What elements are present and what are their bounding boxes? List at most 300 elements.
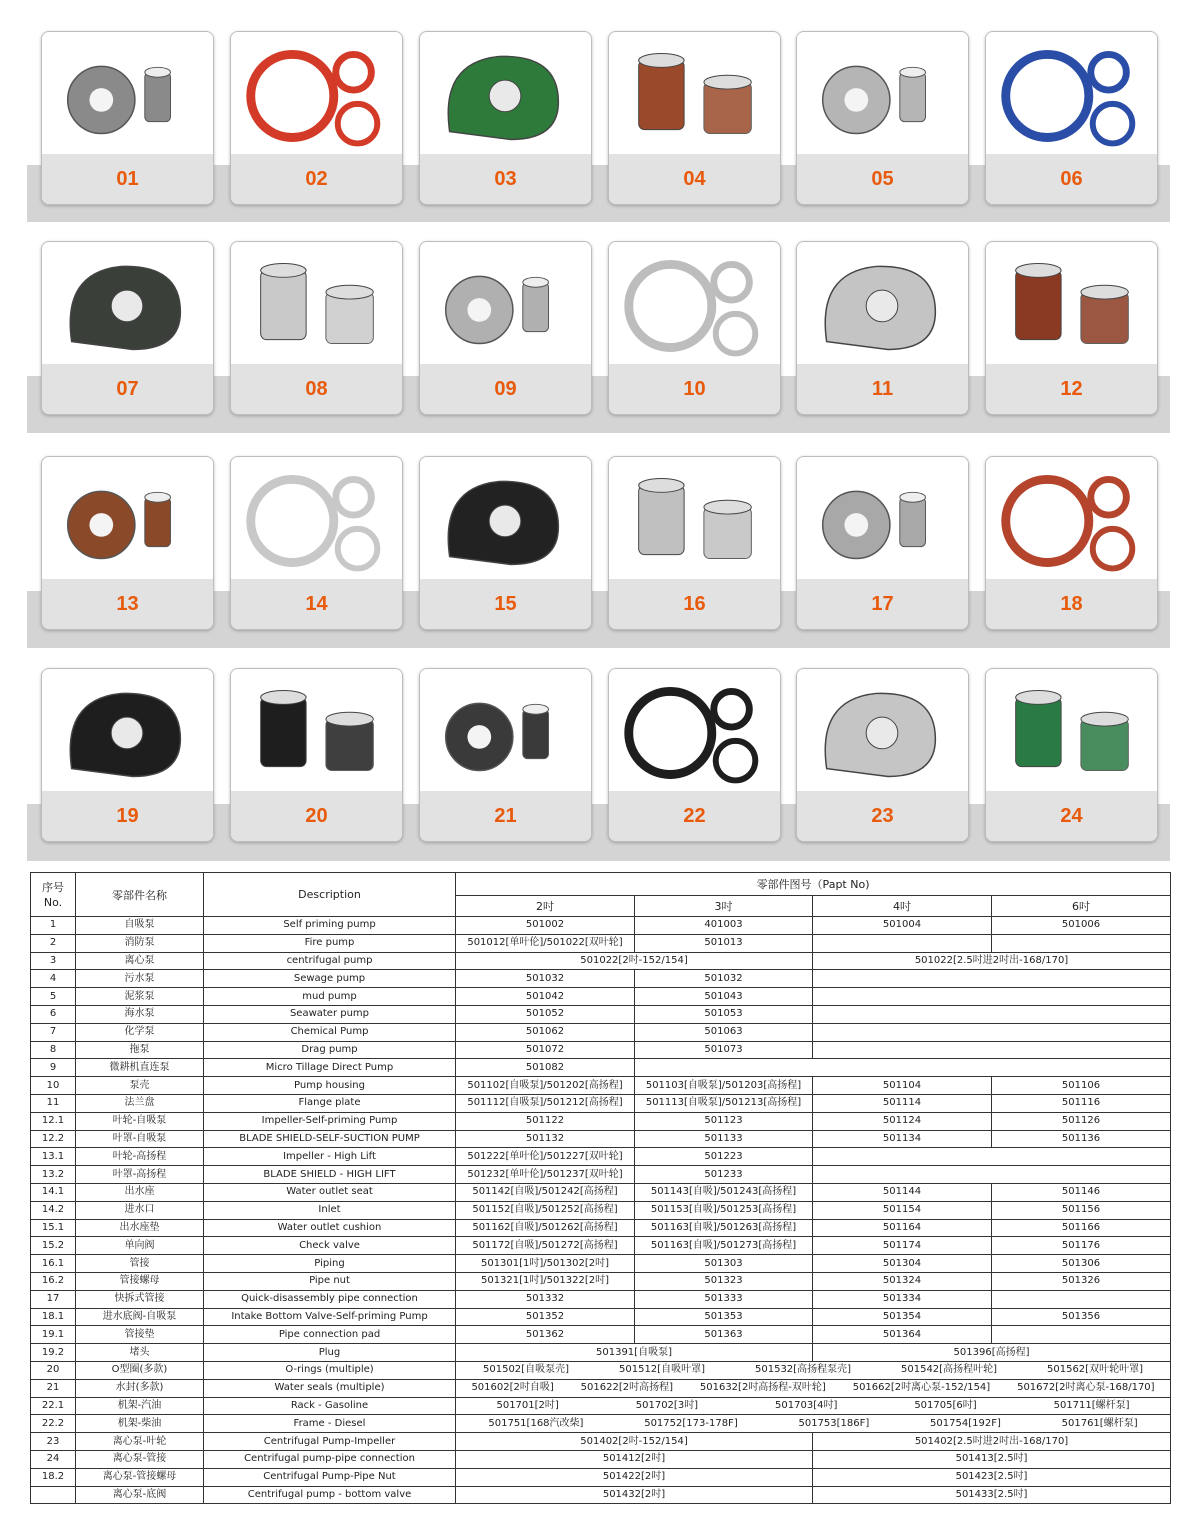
row-number: 10 — [31, 1077, 76, 1095]
part-number-item: 501705[6吋] — [914, 1399, 977, 1411]
part-number-cell: 501423[2.5吋] — [813, 1468, 1171, 1486]
product-photo — [420, 457, 591, 581]
product-number: 06 — [986, 154, 1157, 204]
part-number-cell: 501022[2.5吋进2吋出-168/170] — [813, 952, 1171, 970]
part-name: 出水座垫 — [76, 1219, 204, 1237]
part-description: Pump housing — [204, 1077, 456, 1095]
product-card — [41, 456, 214, 630]
table-row — [31, 1433, 1171, 1451]
part-description: BLADE SHIELD - HIGH LIFT — [204, 1166, 456, 1184]
part-description: Seawater pump — [204, 1005, 456, 1023]
row-number: 8 — [31, 1041, 76, 1059]
product-number: 08 — [231, 364, 402, 414]
part-name: 进水口 — [76, 1201, 204, 1219]
part-illustration — [986, 242, 1157, 366]
table-row — [31, 1041, 1171, 1059]
part-description: Piping — [204, 1255, 456, 1273]
part-description: Centrifugal Pump-Impeller — [204, 1433, 456, 1451]
part-number-cell: 501004 — [813, 917, 992, 935]
table-row — [31, 1148, 1171, 1166]
empty-cell — [813, 1041, 1171, 1059]
part-illustration — [986, 669, 1157, 793]
part-number-cell: 501326 — [992, 1272, 1171, 1290]
part-number-cell: 501156 — [992, 1201, 1171, 1219]
product-number: 14 — [231, 579, 402, 629]
part-illustration — [42, 32, 213, 156]
table-row — [31, 1005, 1171, 1023]
product-card — [41, 241, 214, 415]
product-number: 16 — [609, 579, 780, 629]
part-number-cell: 501321[1吋]/501322[2吋] — [456, 1272, 635, 1290]
product-number: 15 — [420, 579, 591, 629]
row-number: 16.2 — [31, 1272, 76, 1290]
part-illustration — [231, 242, 402, 366]
part-name: O型圈(多款) — [76, 1361, 204, 1379]
part-description: mud pump — [204, 988, 456, 1006]
part-number-list — [458, 1362, 1168, 1378]
row-number — [31, 1486, 76, 1504]
part-number-cell: 501072 — [456, 1041, 635, 1059]
product-photo — [797, 32, 968, 156]
part-number-cell: 501412[2吋] — [456, 1450, 813, 1468]
product-photo — [986, 32, 1157, 156]
part-number-item: 501632[2吋高扬程-双叶轮] — [699, 1382, 826, 1394]
table-row — [31, 917, 1171, 935]
product-number: 23 — [797, 791, 968, 841]
product-photo — [609, 457, 780, 581]
part-number-cell: 501063 — [635, 1023, 813, 1041]
part-number-cell: 501032 — [456, 970, 635, 988]
part-number-item: 501602[2吋自吸] — [471, 1382, 554, 1394]
part-description: centrifugal pump — [204, 952, 456, 970]
part-illustration — [609, 242, 780, 366]
part-number-cell: 501362 — [456, 1326, 635, 1344]
part-number-cell: 501043 — [635, 988, 813, 1006]
part-number-item: 501542[高扬程叶轮] — [901, 1364, 997, 1376]
product-photo — [42, 242, 213, 366]
part-illustration — [42, 242, 213, 366]
part-number-cell: 501132 — [456, 1130, 635, 1148]
part-name: 管接 — [76, 1255, 204, 1273]
part-number-cell: 501122 — [456, 1112, 635, 1130]
row-number: 24 — [31, 1450, 76, 1468]
part-number-item: 501703[4吋] — [775, 1399, 838, 1411]
table-row — [31, 1344, 1171, 1362]
part-number-cell: 501152[自吸]/501252[高扬程] — [456, 1201, 635, 1219]
part-illustration — [986, 32, 1157, 156]
part-name: 微耕机直连泵 — [76, 1059, 204, 1077]
table-row — [31, 1415, 1171, 1433]
part-number-cell: 501356 — [992, 1308, 1171, 1326]
row-number: 20 — [31, 1361, 76, 1379]
part-number-cell: 501104 — [813, 1077, 992, 1095]
part-description: Self priming pump — [204, 917, 456, 935]
empty-cell — [813, 1023, 1171, 1041]
table-row — [31, 1272, 1171, 1290]
part-description: Drag pump — [204, 1041, 456, 1059]
product-number: 10 — [609, 364, 780, 414]
empty-cell — [813, 1166, 1171, 1184]
part-name: 污水泵 — [76, 970, 204, 988]
row-number: 13.2 — [31, 1166, 76, 1184]
table-row — [31, 1468, 1171, 1486]
product-photo — [797, 242, 968, 366]
part-number-cell: 501154 — [813, 1201, 992, 1219]
product-number: 07 — [42, 364, 213, 414]
product-photo — [797, 669, 968, 793]
part-number-item: 501562[双叶轮叶罩] — [1047, 1364, 1143, 1376]
part-number-cell: 401003 — [635, 917, 813, 935]
part-name: 离心泵-管接螺母 — [76, 1468, 204, 1486]
row-number: 22.1 — [31, 1397, 76, 1415]
table-row — [31, 1361, 1171, 1379]
row-number: 19.1 — [31, 1326, 76, 1344]
part-number-cell: 501352 — [456, 1308, 635, 1326]
table-row — [31, 1112, 1171, 1130]
part-number-cell: 501304 — [813, 1255, 992, 1273]
part-name: 离心泵-叶轮 — [76, 1433, 204, 1451]
part-name: 叶罩-自吸泵 — [76, 1130, 204, 1148]
product-photo — [231, 242, 402, 366]
product-photo — [42, 669, 213, 793]
product-number: 11 — [797, 364, 968, 414]
part-name: 离心泵 — [76, 952, 204, 970]
header-size-3in: 3吋 — [635, 896, 813, 917]
row-number: 9 — [31, 1059, 76, 1077]
row-number: 16.1 — [31, 1255, 76, 1273]
part-illustration — [420, 457, 591, 581]
part-number-cell: 501013 — [635, 934, 813, 952]
part-illustration — [797, 32, 968, 156]
part-illustration — [231, 669, 402, 793]
product-card — [985, 241, 1158, 415]
product-number: 22 — [609, 791, 780, 841]
part-illustration — [797, 242, 968, 366]
part-number-cell: 501301[1吋]/501302[2吋] — [456, 1255, 635, 1273]
part-number-cell: 501073 — [635, 1041, 813, 1059]
part-description: Frame - Diesel — [204, 1415, 456, 1433]
part-number-cell: 501422[2吋] — [456, 1468, 813, 1486]
part-number-cell: 501022[2吋-152/154] — [456, 952, 813, 970]
row-number: 15.2 — [31, 1237, 76, 1255]
part-number-cell: 501053 — [635, 1005, 813, 1023]
product-card — [230, 31, 403, 205]
product-card — [985, 456, 1158, 630]
header-size-2in: 2吋 — [456, 896, 635, 917]
product-card — [796, 31, 969, 205]
part-number-list — [458, 1416, 1168, 1432]
part-name: 离心泵-底阀 — [76, 1486, 204, 1504]
part-number-item: 501751[168汽改柴] — [488, 1417, 584, 1429]
product-card — [608, 31, 781, 205]
part-description: O-rings (multiple) — [204, 1361, 456, 1379]
row-number: 12.2 — [31, 1130, 76, 1148]
part-description: Chemical Pump — [204, 1023, 456, 1041]
table-row — [31, 970, 1171, 988]
product-photo — [420, 669, 591, 793]
row-number: 17 — [31, 1290, 76, 1308]
part-number-cell: 501353 — [635, 1308, 813, 1326]
product-number: 01 — [42, 154, 213, 204]
part-number-item: 501512[自吸叶罩] — [619, 1364, 705, 1376]
part-number-cell: 501164 — [813, 1219, 992, 1237]
product-number: 24 — [986, 791, 1157, 841]
part-name: 进水底阀-自吸泵 — [76, 1308, 204, 1326]
part-number-cell: 501172[自吸]/501272[高扬程] — [456, 1237, 635, 1255]
product-photo — [231, 669, 402, 793]
part-number-list — [458, 1380, 1168, 1396]
part-description: Impeller-Self-priming Pump — [204, 1112, 456, 1130]
part-number-item: 501753[186F] — [798, 1417, 870, 1429]
part-description: BLADE SHIELD-SELF-SUCTION PUMP — [204, 1130, 456, 1148]
product-card — [230, 241, 403, 415]
table-row — [31, 1130, 1171, 1148]
table-row — [31, 934, 1171, 952]
table-row — [31, 1379, 1171, 1397]
product-photo — [231, 32, 402, 156]
part-number-cell: 501166 — [992, 1219, 1171, 1237]
part-number-item: 501622[2吋高扬程] — [580, 1382, 673, 1394]
row-number: 18.1 — [31, 1308, 76, 1326]
product-card — [608, 456, 781, 630]
table-row — [31, 1094, 1171, 1112]
part-illustration — [231, 457, 402, 581]
part-number-list — [458, 1398, 1168, 1414]
part-description: Intake Bottom Valve-Self-priming Pump — [204, 1308, 456, 1326]
part-name: 叶轮-高扬程 — [76, 1148, 204, 1166]
part-name: 水封(多款) — [76, 1379, 204, 1397]
part-number-cell: 501002 — [456, 917, 635, 935]
part-number-cell: 501106 — [992, 1077, 1171, 1095]
part-number-cell: 501052 — [456, 1005, 635, 1023]
product-number: 21 — [420, 791, 591, 841]
part-number-cell: 501163[自吸]/501273[高扬程] — [635, 1237, 813, 1255]
part-number-cell: 501146 — [992, 1183, 1171, 1201]
part-number-cell: 501324 — [813, 1272, 992, 1290]
table-row — [31, 1237, 1171, 1255]
part-number-cell: 501174 — [813, 1237, 992, 1255]
part-name: 离心泵-管接 — [76, 1450, 204, 1468]
part-name: 机架-汽油 — [76, 1397, 204, 1415]
product-card — [419, 31, 592, 205]
part-number-cell: 501133 — [635, 1130, 813, 1148]
part-illustration — [231, 32, 402, 156]
product-number: 18 — [986, 579, 1157, 629]
part-illustration — [797, 457, 968, 581]
table-row — [31, 1183, 1171, 1201]
product-photo — [42, 457, 213, 581]
part-number-cell: 501354 — [813, 1308, 992, 1326]
header-description: Description — [204, 873, 456, 917]
table-row — [31, 1450, 1171, 1468]
product-number: 05 — [797, 154, 968, 204]
part-description: Fire pump — [204, 934, 456, 952]
product-card — [985, 31, 1158, 205]
part-number-cell: 501012[单叶伦]/501022[双叶轮] — [456, 934, 635, 952]
table-row — [31, 1023, 1171, 1041]
part-number-cell: 501136 — [992, 1130, 1171, 1148]
row-number: 3 — [31, 952, 76, 970]
row-number: 12.1 — [31, 1112, 76, 1130]
part-number-cell — [992, 934, 1171, 952]
product-number: 03 — [420, 154, 591, 204]
product-photo — [609, 669, 780, 793]
table-row — [31, 1290, 1171, 1308]
part-number-item: 501672[2吋离心泵-168/170] — [1017, 1382, 1155, 1394]
product-photo — [797, 457, 968, 581]
product-number: 17 — [797, 579, 968, 629]
part-name: 叶罩-高扬程 — [76, 1166, 204, 1184]
part-description: Quick-disassembly pipe connection — [204, 1290, 456, 1308]
part-name: 单向阀 — [76, 1237, 204, 1255]
part-number-cell: 501062 — [456, 1023, 635, 1041]
part-name: 叶轮-自吸泵 — [76, 1112, 204, 1130]
table-row — [31, 1201, 1171, 1219]
product-photo — [42, 32, 213, 156]
part-number-cell: 501162[自吸]/501262[高扬程] — [456, 1219, 635, 1237]
part-number-cell: 501332 — [456, 1290, 635, 1308]
part-illustration — [609, 669, 780, 793]
part-number-cell: 501134 — [813, 1130, 992, 1148]
product-card — [608, 241, 781, 415]
part-name: 快拆式管接 — [76, 1290, 204, 1308]
part-number-cell: 501142[自吸]/501242[高扬程] — [456, 1183, 635, 1201]
row-number: 23 — [31, 1433, 76, 1451]
product-card — [41, 31, 214, 205]
part-description: Centrifugal pump-pipe connection — [204, 1450, 456, 1468]
table-row — [31, 1255, 1171, 1273]
part-number-group — [456, 1361, 1171, 1379]
part-number-cell: 501103[自吸泵]/501203[高扬程] — [635, 1077, 813, 1095]
empty-cell — [813, 1005, 1171, 1023]
part-number-cell: 501233 — [635, 1166, 813, 1184]
row-number: 11 — [31, 1094, 76, 1112]
row-number: 5 — [31, 988, 76, 1006]
table-row — [31, 1326, 1171, 1344]
product-photo — [986, 669, 1157, 793]
row-number: 2 — [31, 934, 76, 952]
product-photo — [986, 457, 1157, 581]
product-card — [230, 456, 403, 630]
row-number: 4 — [31, 970, 76, 988]
product-card — [796, 668, 969, 842]
part-description: Check valve — [204, 1237, 456, 1255]
part-description: Centrifugal Pump-Pipe Nut — [204, 1468, 456, 1486]
table-row — [31, 1308, 1171, 1326]
table-row — [31, 1166, 1171, 1184]
product-number: 02 — [231, 154, 402, 204]
part-description: Pipe connection pad — [204, 1326, 456, 1344]
product-number: 19 — [42, 791, 213, 841]
part-number-cell: 501123 — [635, 1112, 813, 1130]
part-name: 管接垫 — [76, 1326, 204, 1344]
part-number-cell: 501413[2.5吋] — [813, 1450, 1171, 1468]
row-number: 21 — [31, 1379, 76, 1397]
empty-cell — [635, 1059, 1171, 1077]
product-photo — [420, 32, 591, 156]
header-size-6in: 6吋 — [992, 896, 1171, 917]
part-number-cell: 501114 — [813, 1094, 992, 1112]
part-number-cell: 501334 — [813, 1290, 992, 1308]
product-photo — [986, 242, 1157, 366]
part-number-cell — [992, 1290, 1171, 1308]
row-number: 19.2 — [31, 1344, 76, 1362]
part-illustration — [42, 669, 213, 793]
part-number-cell: 501333 — [635, 1290, 813, 1308]
product-number: 13 — [42, 579, 213, 629]
product-card — [419, 668, 592, 842]
part-number-cell: 501143[自吸]/501243[高扬程] — [635, 1183, 813, 1201]
part-number-cell: 501126 — [992, 1112, 1171, 1130]
part-number-group — [456, 1379, 1171, 1397]
part-illustration — [42, 457, 213, 581]
part-number-cell: 501144 — [813, 1183, 992, 1201]
part-number-cell: 501153[自吸]/501253[高扬程] — [635, 1201, 813, 1219]
part-number-cell: 501402[2吋-152/154] — [456, 1433, 813, 1451]
part-number-cell: 501042 — [456, 988, 635, 1006]
part-name: 自吸泵 — [76, 917, 204, 935]
part-number-group — [456, 1397, 1171, 1415]
part-number-cell: 501391[自吸泵] — [456, 1344, 813, 1362]
part-name: 机架-柴油 — [76, 1415, 204, 1433]
row-number: 22.2 — [31, 1415, 76, 1433]
empty-cell — [813, 970, 1171, 988]
part-description: Water seals (multiple) — [204, 1379, 456, 1397]
part-description: Pipe nut — [204, 1272, 456, 1290]
part-name: 法兰盘 — [76, 1094, 204, 1112]
product-card — [419, 241, 592, 415]
part-number-cell: 501323 — [635, 1272, 813, 1290]
part-name: 堵头 — [76, 1344, 204, 1362]
product-photo — [231, 457, 402, 581]
part-description: Flange plate — [204, 1094, 456, 1112]
header-no: 序号 No. — [31, 873, 76, 917]
part-name: 拖泵 — [76, 1041, 204, 1059]
table-row — [31, 1059, 1171, 1077]
part-name: 化学泵 — [76, 1023, 204, 1041]
product-number: 04 — [609, 154, 780, 204]
part-number-cell: 501363 — [635, 1326, 813, 1344]
part-number-cell: 501402[2.5吋进2吋出-168/170] — [813, 1433, 1171, 1451]
part-number-cell: 501032 — [635, 970, 813, 988]
part-description: Centrifugal pump - bottom valve — [204, 1486, 456, 1504]
part-number-cell: 501433[2.5吋] — [813, 1486, 1171, 1504]
product-card — [796, 456, 969, 630]
row-number: 13.1 — [31, 1148, 76, 1166]
part-description: Micro Tillage Direct Pump — [204, 1059, 456, 1077]
part-number-cell: 501303 — [635, 1255, 813, 1273]
part-number-cell — [992, 1326, 1171, 1344]
table-body — [31, 917, 1171, 1504]
product-card — [41, 668, 214, 842]
product-card — [419, 456, 592, 630]
part-illustration — [609, 457, 780, 581]
empty-cell — [813, 988, 1171, 1006]
product-number: 12 — [986, 364, 1157, 414]
part-number-cell: 501432[2吋] — [456, 1486, 813, 1504]
row-number: 6 — [31, 1005, 76, 1023]
table-row — [31, 952, 1171, 970]
header-size-4in: 4吋 — [813, 896, 992, 917]
product-photo — [420, 242, 591, 366]
table-row — [31, 1077, 1171, 1095]
part-description: Plug — [204, 1344, 456, 1362]
part-number-cell: 501163[自吸]/501263[高扬程] — [635, 1219, 813, 1237]
product-card — [985, 668, 1158, 842]
part-number-cell — [813, 934, 992, 952]
part-illustration — [420, 242, 591, 366]
row-number: 7 — [31, 1023, 76, 1041]
